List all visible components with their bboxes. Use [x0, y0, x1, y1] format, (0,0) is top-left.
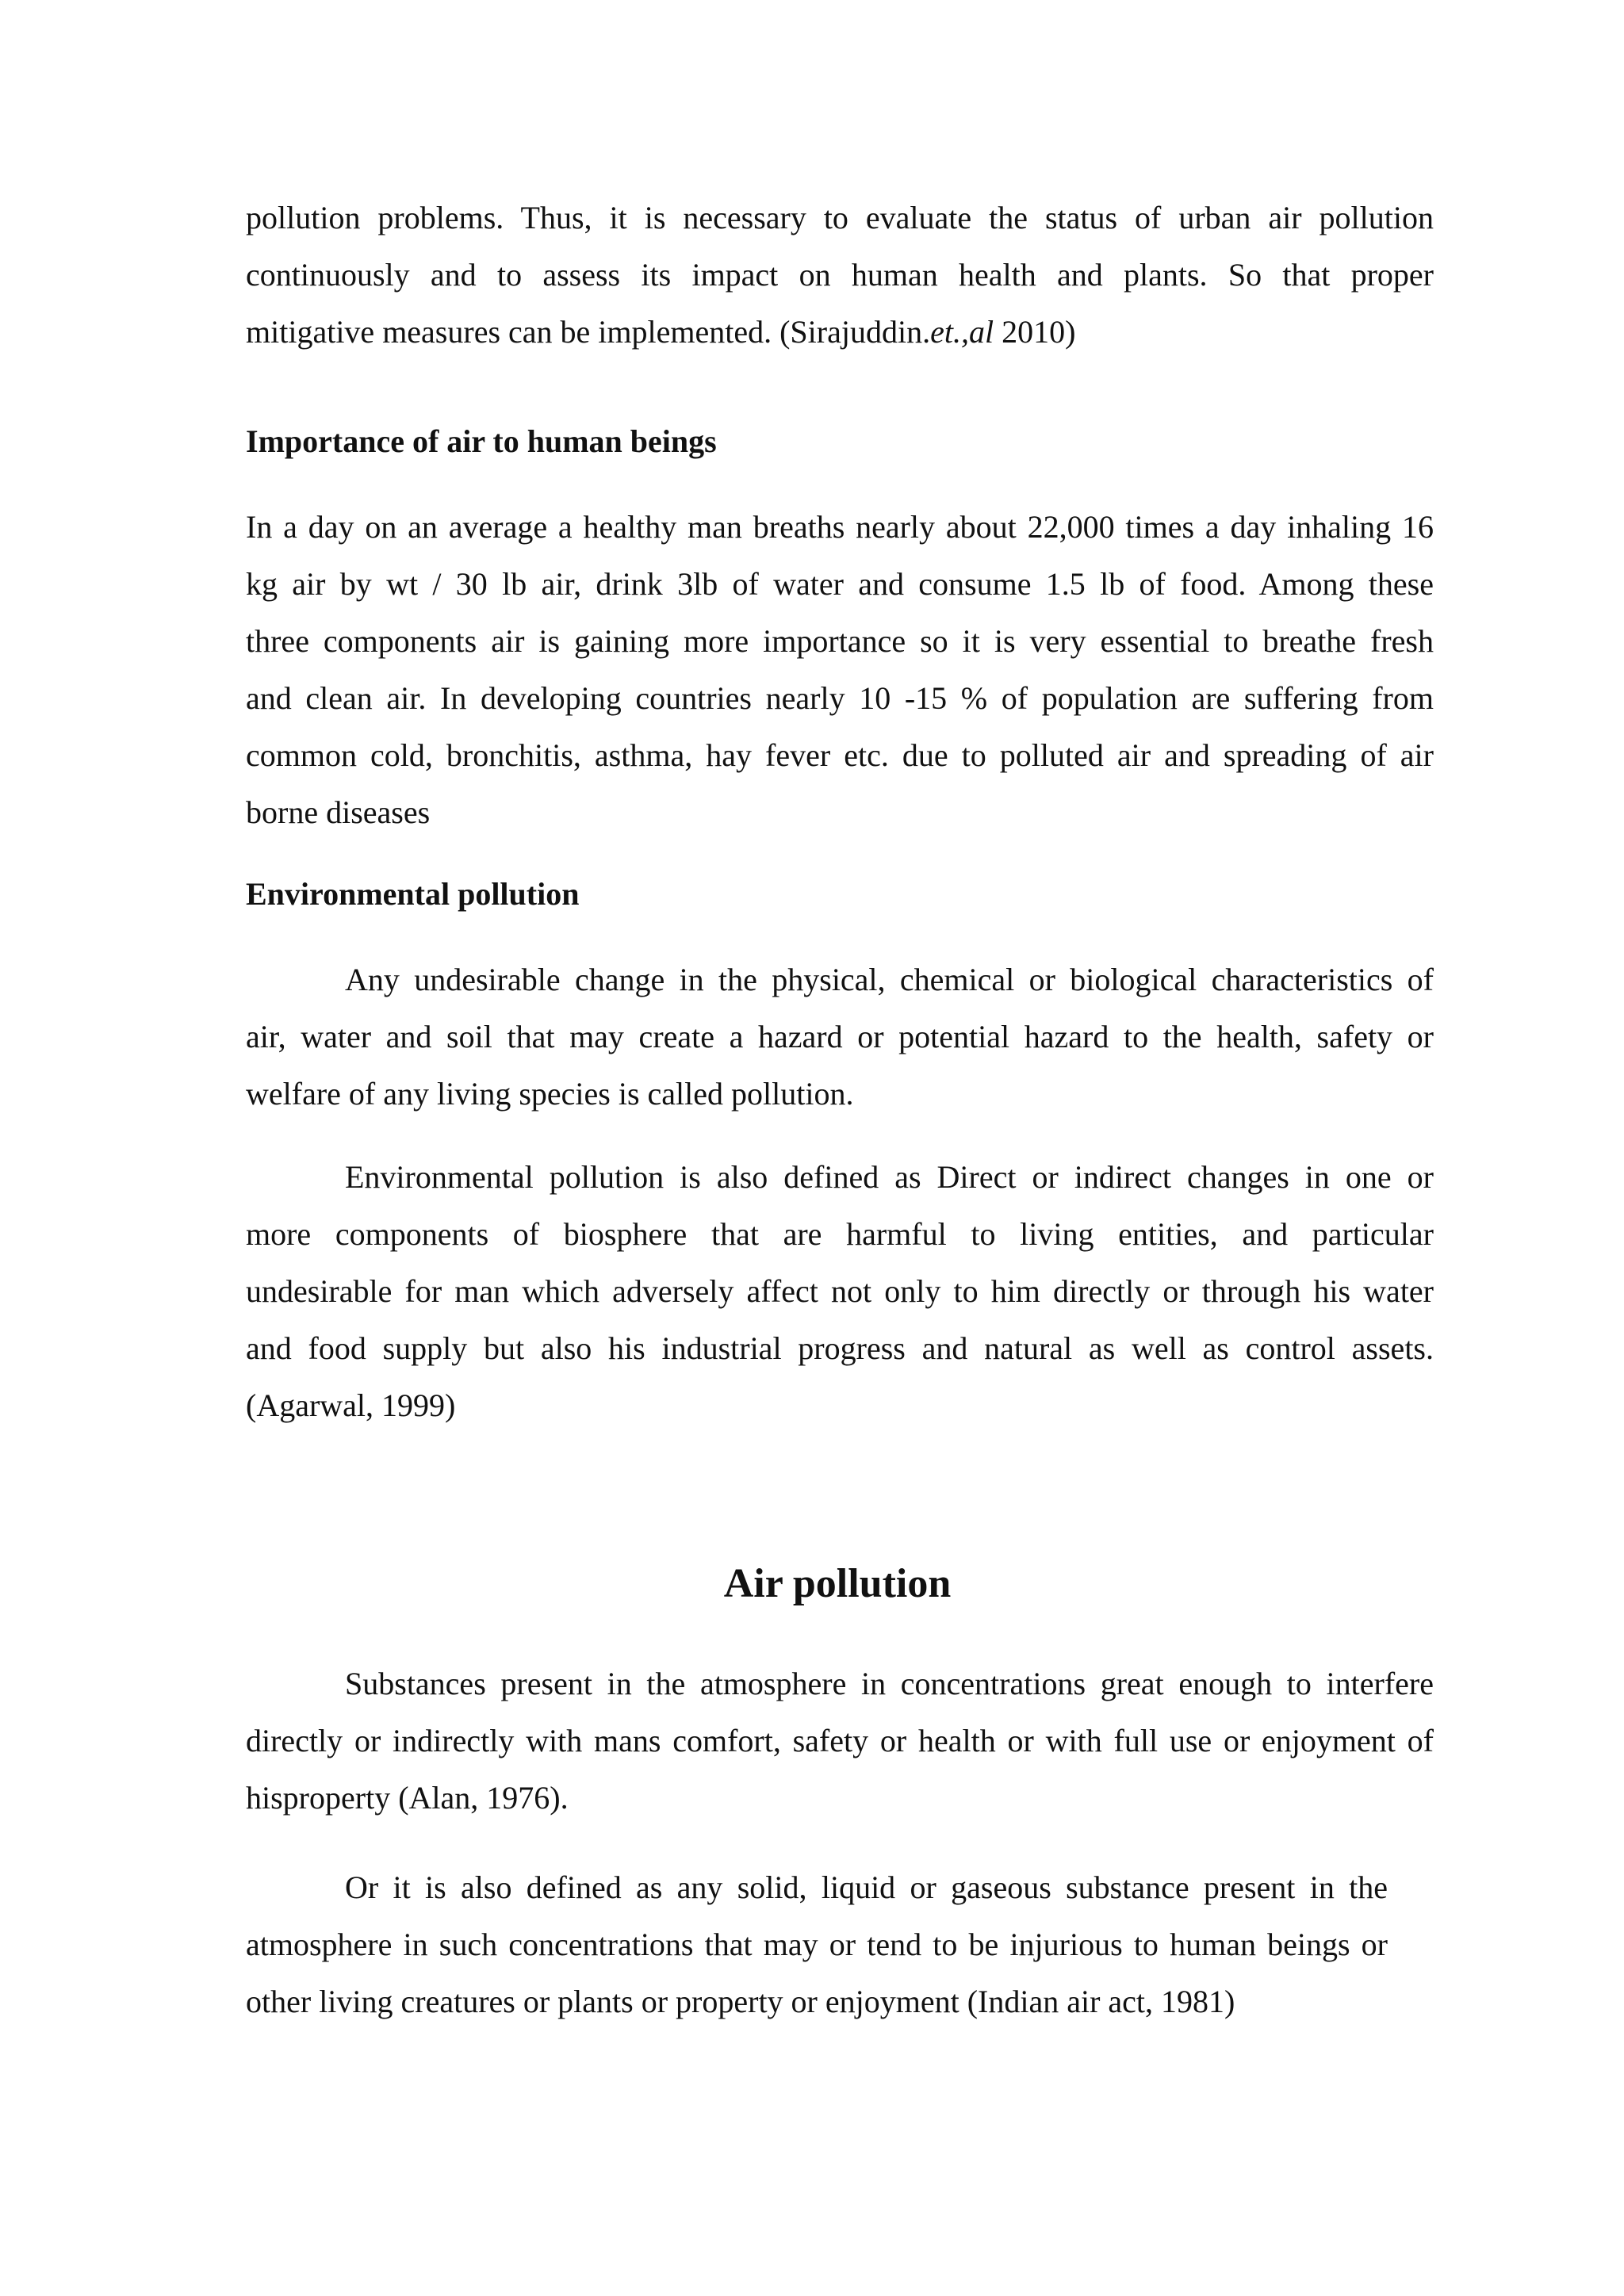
environmental-paragraph-1: [246, 951, 1434, 1123]
text-line: In a day on an average a healthy man breaths nearly about 22,000 times a day inhaling 16: [246, 509, 1434, 545]
text-line: hisproperty (Alan, 1976).: [246, 1780, 569, 1816]
environmental-paragraph-2: [246, 1149, 1434, 1434]
text-line: three components air is gaining more importance so it is very essential to breathe fresh: [246, 623, 1434, 659]
text-line: Or it is also defined as any solid, liquid or gaseous substance present in the: [345, 1869, 1388, 1905]
text-line: (Agarwal, 1999): [246, 1387, 456, 1423]
text-line: undesirable for man which adversely affect not only to him directly or through his water: [246, 1273, 1434, 1309]
text-line: more components of biosphere that are harmful to living entities, and particular: [246, 1216, 1434, 1252]
text-line: Any undesirable change in the physical, chemical or biological characteristics of: [345, 962, 1434, 997]
text-line: directly or indirectly with mans comfort, safety or health or with full use or enjoyment of: [246, 1723, 1434, 1758]
text-line: [246, 304, 1434, 361]
importance-paragraph: [246, 499, 1434, 841]
text-line: and clean air. In developing countries nearly 10 -15 % of population are suffering from: [246, 680, 1434, 716]
section-heading-environmental: Environmental pollution: [246, 876, 580, 912]
text-line: other living creatures or plants or property or enjoyment (Indian air act, 1981): [246, 1984, 1235, 2019]
section-heading-importance: Importance of air to human beings: [246, 423, 717, 459]
italic-citation: et.,al: [930, 314, 994, 350]
text-line: Substances present in the atmosphere in concentrations great enough to interfere: [345, 1666, 1434, 1701]
text-line: atmosphere in such concentrations that may or tend to be injurious to human beings or: [246, 1927, 1388, 1962]
text-line: pollution problems. Thus, it is necessary to evaluate the status of urban air pollution: [246, 200, 1434, 235]
air-pollution-paragraph-2: [246, 1859, 1388, 2030]
text-segment: 2010): [994, 314, 1076, 350]
text-line: air, water and soil that may create a hazard or potential hazard to the health, safety or: [246, 1019, 1434, 1054]
text-line: continuously and to assess its impact on human health and plants. So that proper: [246, 257, 1434, 293]
text-line: kg air by wt / 30 lb air, drink 3lb of water and consume 1.5 lb of food. Among these: [246, 566, 1434, 602]
text-line: and food supply but also his industrial progress and natural as well as control assets.: [246, 1330, 1434, 1366]
text-line: common cold, bronchitis, asthma, hay fever etc. due to polluted air and spreading of air: [246, 737, 1434, 773]
text-line: Environmental pollution is also defined as Direct or indirect changes in one or: [345, 1159, 1434, 1195]
text-line: borne diseases: [246, 794, 431, 830]
section-title-air-pollution: Air pollution: [723, 1561, 952, 1606]
air-pollution-paragraph-1: [246, 1655, 1434, 1827]
intro-paragraph: [246, 189, 1434, 361]
text-segment: mitigative measures can be implemented. (Sirajuddin.: [246, 314, 931, 350]
text-line: welfare of any living species is called pollution.: [246, 1076, 854, 1112]
